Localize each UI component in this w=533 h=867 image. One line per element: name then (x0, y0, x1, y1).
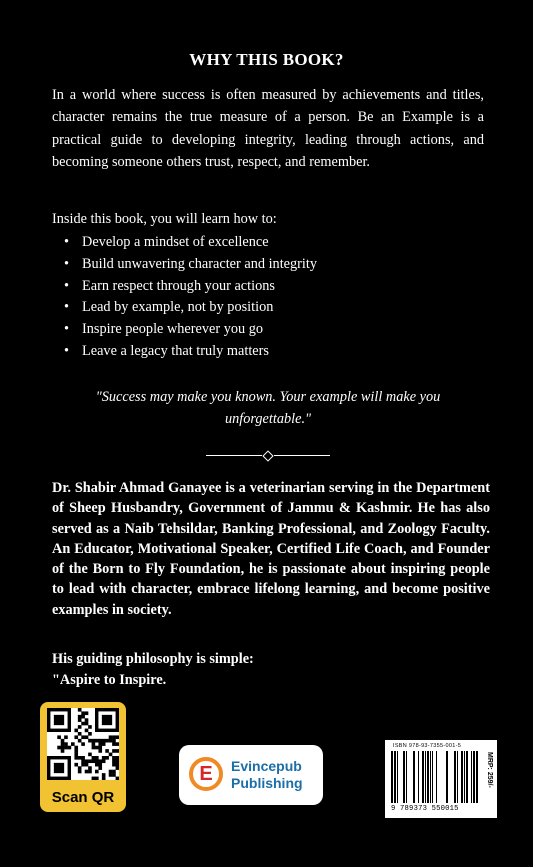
publisher-name-line: Publishing (231, 775, 303, 791)
quote-line: unforgettable." (224, 411, 312, 427)
publisher-name (231, 758, 303, 792)
list-item: • Lead by example, not by position (52, 297, 484, 319)
list-item: • Earn respect through your actions (52, 276, 484, 298)
isbn-barcode (385, 740, 497, 818)
learning-list (52, 232, 484, 363)
learn-intro: Inside this book, you will learn how to: (52, 211, 277, 227)
qr-label: Scan QR (51, 789, 115, 806)
list-item: • Inspire people wherever you go (52, 319, 484, 341)
diamond-icon (262, 450, 273, 461)
author-bio: Dr. Shabir Ahmad Ganayee is a veterinarian serving in the Department of Sheep Husbandry, Government of Jammu & Kashmir. He has also served as a Naib Tehsildar, Banking Professional, and Zoology Faculty. An Educator, Motivational Speaker, Certified Life Coach, and Founder of the Born to Fly Foundation, he is passionate about inspiring people to lead with character, embrace lifelong learning, and become positive examples in society. (52, 480, 490, 618)
isbn-top-text: ISBN 978-93-7355-001-5 (393, 743, 462, 749)
intro-paragraph: In a world where success is often measured by achievements and titles, character remains the true measure of a person. Be an Example is a practical guide to developing integrity, leading through actions, and becoming someone others trust, respect, and remember. (52, 87, 484, 170)
section-heading: WHY THIS BOOK? (189, 50, 344, 69)
list-item: • Leave a legacy that truly matters (52, 341, 484, 363)
quote (52, 386, 484, 430)
divider-line (274, 455, 330, 456)
ornament-divider (206, 451, 330, 461)
list-item: • Build unwavering character and integrity (52, 254, 484, 276)
quote-line: "Success may make you known. Your example will make you (95, 389, 441, 405)
qr-badge[interactable] (40, 702, 126, 812)
publisher-emblem-icon (189, 757, 223, 791)
publisher-name-line: Evincepub (231, 758, 302, 774)
motto: "Aspire to Inspire. (52, 672, 167, 688)
price-label: MRP: 259/- (486, 752, 493, 788)
list-item: • Develop a mindset of excellence (52, 232, 484, 254)
qr-code-icon (47, 708, 119, 780)
isbn-number: 9 789373 550015 (391, 805, 459, 813)
divider-line (206, 455, 262, 456)
barcode-bars (391, 751, 479, 805)
publisher-logo-letter: E (199, 763, 213, 785)
philosophy-line: His guiding philosophy is simple: (52, 651, 254, 667)
publisher-logo (179, 745, 323, 805)
